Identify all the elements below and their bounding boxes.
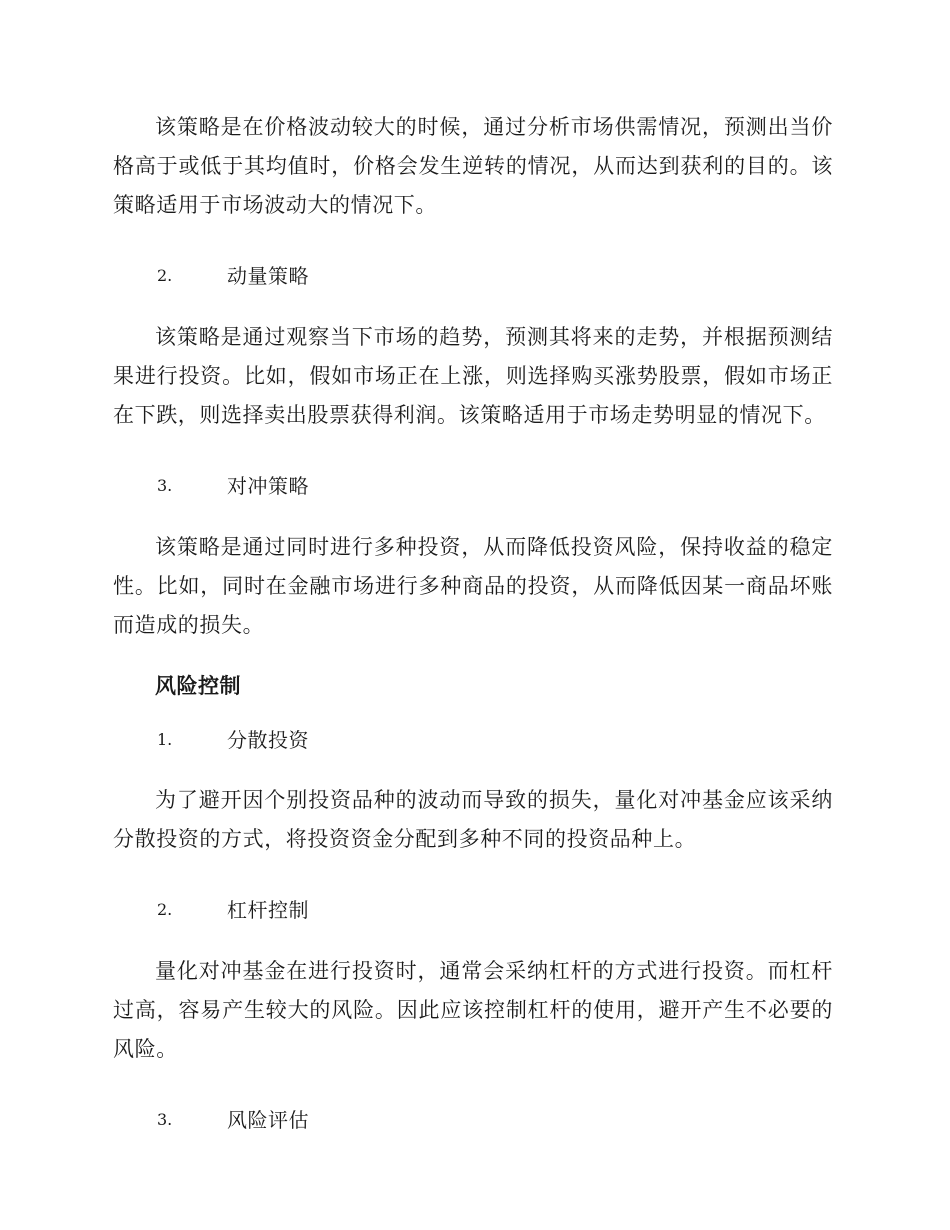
document-body bbox=[113, 108, 833, 1135]
list-item-title: 杠杆控制 bbox=[227, 898, 309, 922]
list-item-leverage bbox=[113, 895, 833, 925]
list-item-momentum bbox=[113, 261, 833, 291]
section-heading-risk-control: 风险控制 bbox=[155, 673, 241, 698]
list-number: 2. bbox=[157, 266, 173, 285]
paragraph-momentum: 该策略是通过观察当下市场的趋势，预测其将来的走势，并根据预测结果进行投资。比如，假如市场正在上涨，则选择购买涨势股票，假如市场正在下跌，则选择卖出股票获得利润。该策略适用于市场走势明显的情况下。 bbox=[113, 325, 833, 427]
list-item-title: 对冲策略 bbox=[227, 474, 309, 498]
list-number: 3. bbox=[157, 476, 173, 495]
list-number: 2. bbox=[157, 900, 173, 919]
paragraph-hedge: 该策略是通过同时进行多种投资，从而降低投资风险，保持收益的稳定性。比如，同时在金融市场进行多种商品的投资，从而降低因某一商品坏账而造成的损失。 bbox=[113, 535, 833, 637]
paragraph-mean-reversion: 该策略是在价格波动较大的时候，通过分析市场供需情况，预测出当价格高于或低于其均值时，价格会发生逆转的情况，从而达到获利的目的。该策略适用于市场波动大的情况下。 bbox=[113, 115, 833, 217]
paragraph-diversification: 为了避开因个别投资品种的波动而导致的损失，量化对冲基金应该采纳分散投资的方式，将投资资金分配到多种不同的投资品种上。 bbox=[113, 788, 833, 851]
list-number: 3. bbox=[157, 1110, 173, 1129]
list-item-hedge bbox=[113, 471, 833, 501]
list-number: 1. bbox=[157, 730, 173, 749]
list-item-title: 分散投资 bbox=[227, 728, 309, 752]
list-item-title: 风险评估 bbox=[227, 1108, 309, 1132]
list-item-risk-assessment bbox=[113, 1105, 833, 1135]
paragraph-leverage: 量化对冲基金在进行投资时，通常会采纳杠杆的方式进行投资。而杠杆过高，容易产生较大的风险。因此应该控制杠杆的使用，避开产生不必要的风险。 bbox=[113, 959, 833, 1061]
list-item-title: 动量策略 bbox=[227, 264, 309, 288]
list-item-diversification bbox=[113, 725, 833, 755]
